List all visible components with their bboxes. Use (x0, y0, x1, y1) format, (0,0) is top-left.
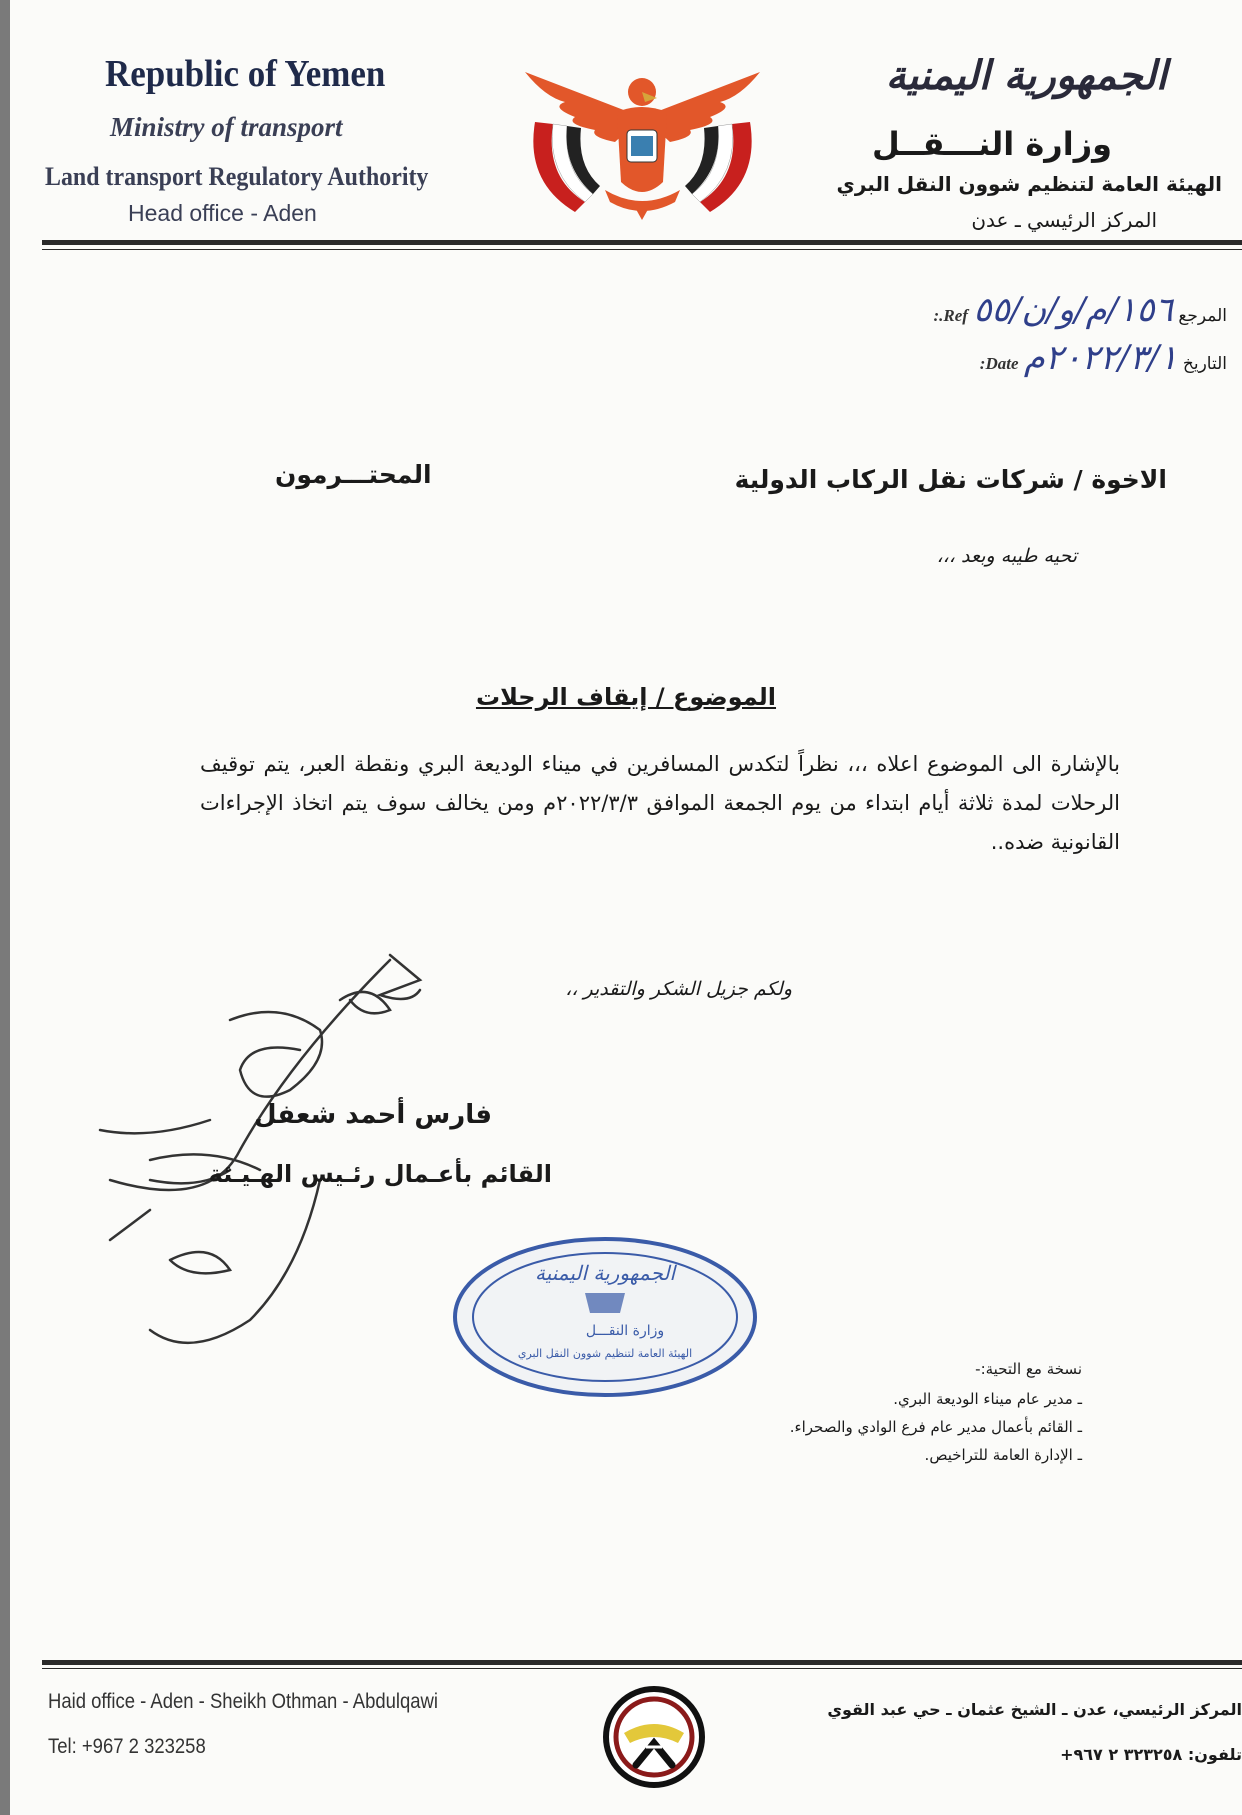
header-ministry-ar: وزارة النـــقــل (871, 125, 1112, 163)
signer-name: فارس أحمد شعفل (254, 1100, 492, 1130)
respected-label: المحتـــرمون (275, 460, 432, 489)
yemen-emblem-icon (505, 62, 780, 222)
stamp-eagle-icon (585, 1293, 625, 1313)
footer-address-en: Haid office - Aden - Sheikh Othman - Abdulqawi (48, 1690, 439, 1713)
signer-title: القائم بأعـمال رئـيس الهـيـئة (208, 1160, 552, 1188)
date-label-en: Date: (979, 354, 1019, 373)
date-row (980, 338, 1227, 378)
header-authority-ar: الهيئة العامة لتنظيم شوون النقل البري (836, 172, 1222, 196)
cc-heading: نسخة مع التحية:- (975, 1360, 1082, 1378)
closing-line: ولكم جزيل الشكر والتقدير ،، (565, 978, 792, 1000)
footer-tel-ar: تلفون: ٣٢٣٢٥٨ ٢ ٩٦٧+ (1060, 1745, 1242, 1764)
ref-value: ١٥٦/م/و/ن/٥٥ (973, 290, 1173, 330)
date-value: ٢٠٢٢/٣/١م (1023, 338, 1178, 378)
footer-tel-en: Tel: +967 2 323258 (48, 1735, 206, 1758)
stamp-line1: وزارة النقـــل (585, 1323, 665, 1339)
cc-item: ـ القائم بأعمال مدير عام فرع الوادي والصحراء. (789, 1418, 1082, 1436)
footer-divider (42, 1660, 1242, 1665)
stamp-top-text: الجمهورية اليمنية (534, 1261, 676, 1285)
header-authority-en: Land transport Regulatory Authority (45, 162, 429, 191)
stamp-line2: الهيئة العامة لتنظيم شوون النقل البري (517, 1347, 693, 1360)
official-stamp (450, 1235, 760, 1400)
header-office-en: Head office - Aden (128, 200, 317, 226)
header-country-ar: الجمهورية اليمنية (885, 52, 1167, 99)
footer-divider-thin (42, 1668, 1242, 1669)
header-office-ar: المركز الرئيسي ـ عدن (971, 208, 1157, 232)
subject-line: الموضوع / إيقاف الرحلات (475, 683, 777, 711)
footer-address-ar: المركز الرئيسي، عدن ـ الشيخ عثمان ـ حي عبد القوي (827, 1700, 1242, 1719)
letter-body: بالإشارة الى الموضوع اعلاه ،،، نظراً لتكدس المسافرين في ميناء الوديعة البري ونقطة العبر، يتم توقيف الرحلات لمدة ثلاثة أيام ابتداء من يوم الجمعة الموافق ٢٠٢٢/٣/٣م ومن يخالف سوف يتم اتخاذ الإجراءات القانونية ضده.. (200, 752, 1120, 854)
greeting: تحيه طيبه وبعد ،،، (936, 545, 1077, 567)
authority-logo-icon (602, 1685, 706, 1789)
header-divider-thin (42, 249, 1242, 250)
cc-item: ـ مدير عام ميناء الوديعة البري. (893, 1390, 1082, 1408)
cc-item: ـ الإدارة العامة للتراخيص. (924, 1446, 1082, 1464)
header-ministry-en: Ministry of transport (110, 112, 343, 142)
letter-page (10, 0, 1242, 1815)
reference-row (933, 290, 1227, 330)
date-label-ar: التاريخ (1182, 354, 1227, 374)
ref-label-ar: المرجع (1178, 306, 1227, 326)
ref-label-en: Ref.: (933, 306, 968, 325)
addressee: الاخوة / شركات نقل الركاب الدولية (734, 465, 1167, 494)
header-divider (42, 240, 1242, 245)
header-country-en: Republic of Yemen (105, 53, 386, 95)
